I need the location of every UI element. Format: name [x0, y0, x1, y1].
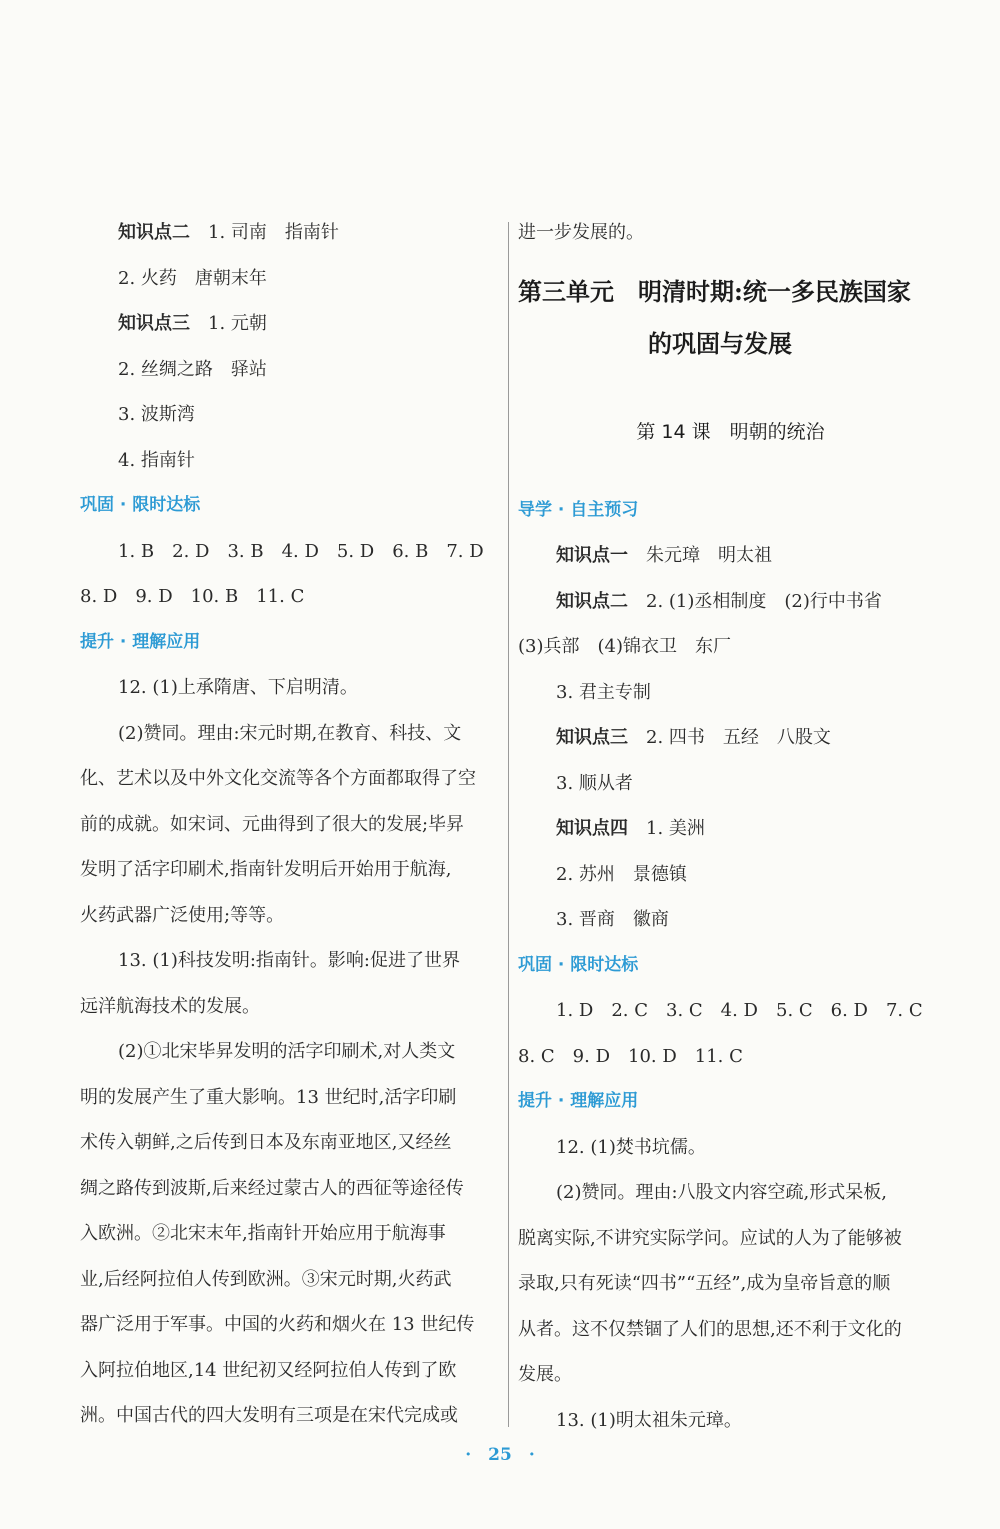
answer-line: 2. 丝绸之路 驿站 [118, 358, 267, 380]
answer-line: 4. 指南针 [118, 449, 195, 471]
question-13-line: 绸之路传到波斯,后来经过蒙古人的西征等途径传 [80, 1177, 464, 1199]
question-13-line: 入阿拉伯地区,14 世纪初又经阿拉伯人传到了欧 [80, 1359, 457, 1381]
question-13-line: (2)①北宋毕昇发明的活字印刷术,对人类文 [118, 1041, 456, 1062]
choice-answers: 8. C 9. D 10. D 11. C [518, 1045, 743, 1067]
question-13-line: 远洋航海技术的发展。 [80, 995, 260, 1017]
left-column [80, 210, 500, 1439]
question-12-line: (2)赞同。理由:八股文内容空疏,形式呆板, [556, 1182, 888, 1203]
answer-line: 2. 苏州 景德镇 [556, 863, 687, 885]
question-12-line: 从者。这不仅禁锢了人们的思想,还不利于文化的 [518, 1318, 902, 1340]
section-heading-preview: 导学 · 自主预习 [518, 499, 639, 520]
choice-answers: 1. D 2. C 3. C 4. D 5. C 6. D 7. C [556, 1000, 923, 1021]
section-heading-consolidate: 巩固 · 限时达标 [518, 954, 639, 975]
question-12-line: 12. (1)上承隋唐、下启明清。 [118, 677, 358, 698]
section-heading-consolidate: 巩固 · 限时达标 [80, 495, 201, 515]
lesson-title: 第 14 课 明朝的统治 [636, 420, 825, 443]
section-heading-improve: 提升 · 理解应用 [80, 631, 201, 652]
knowledge-point-2: 知识点二 2. (1)丞相制度 (2)行中书省 [556, 590, 882, 612]
question-13-line: 明的发展产生了重大影响。13 世纪时,活字印刷 [80, 1086, 457, 1108]
knowledge-point-1: 知识点一 朱元璋 明太祖 [556, 545, 772, 566]
question-13-line: 入欧洲。②北宋末年,指南针开始应用于航海事 [80, 1223, 446, 1244]
question-13-line: 13. (1)明太祖朱元璋。 [556, 1409, 742, 1431]
question-13-line: 术传入朝鲜,之后传到日本及东南亚地区,又经丝 [80, 1132, 452, 1153]
knowledge-point-3: 知识点三 2. 四书 五经 八股文 [556, 727, 831, 748]
answer-line: 3. 顺从者 [556, 772, 633, 794]
page-number: · 25 · [465, 1445, 535, 1465]
question-12-line: 发明了活字印刷术,指南针发明后开始用于航海, [80, 859, 452, 880]
knowledge-point-3: 知识点三 1. 元朝 [118, 313, 267, 334]
answer-line: 3. 君主专制 [556, 681, 651, 703]
continued-text: 进一步发展的。 [518, 222, 644, 243]
question-12-line: 前的成就。如宋词、元曲得到了很大的发展;毕昇 [80, 813, 465, 835]
question-13-line: 洲。中国古代的四大发明有三项是在宋代完成或 [80, 1405, 458, 1426]
answer-line: 3. 波斯湾 [118, 404, 195, 425]
unit-title-continued: 的巩固与发展 [648, 328, 792, 358]
knowledge-point-4: 知识点四 1. 美洲 [556, 818, 705, 839]
right-column [518, 210, 943, 1443]
column-divider [508, 222, 509, 1427]
question-12-line: 化、艺术以及中外文化交流等各个方面都取得了空 [80, 768, 476, 789]
question-13-line: 器广泛用于军事。中国的火药和烟火在 13 世纪传 [80, 1314, 475, 1335]
question-12-line: 脱离实际,不讲究实际学问。应试的人为了能够被 [518, 1227, 902, 1249]
question-12-line: 录取,只有死读“四书”“五经”,成为皇帝旨意的顺 [518, 1273, 891, 1294]
question-13-line: 13. (1)科技发明:指南针。影响:促进了世界 [118, 950, 460, 971]
question-12-line: 12. (1)焚书坑儒。 [556, 1136, 706, 1158]
question-13-line: 业,后经阿拉伯人传到欧洲。③宋元时期,火药武 [80, 1268, 452, 1290]
choice-answers: 8. D 9. D 10. B 11. C [80, 586, 305, 607]
question-12-line: 火药武器广泛使用;等等。 [80, 904, 285, 926]
answer-line: 3. 晋商 徽商 [556, 909, 669, 930]
knowledge-point-2: 知识点二 1. 司南 指南针 [118, 222, 339, 243]
choice-answers: 1. B 2. D 3. B 4. D 5. D 6. B 7. D [118, 540, 484, 562]
section-heading-improve: 提升 · 理解应用 [518, 1091, 639, 1111]
unit-title: 第三单元 明清时期:统一多民族国家 [518, 276, 911, 306]
question-12-line: 发展。 [518, 1364, 572, 1385]
answer-line: (3)兵部 (4)锦衣卫 东厂 [518, 636, 731, 657]
answer-line: 2. 火药 唐朝末年 [118, 267, 267, 289]
question-12-line: (2)赞同。理由:宋元时期,在教育、科技、文 [118, 722, 462, 744]
